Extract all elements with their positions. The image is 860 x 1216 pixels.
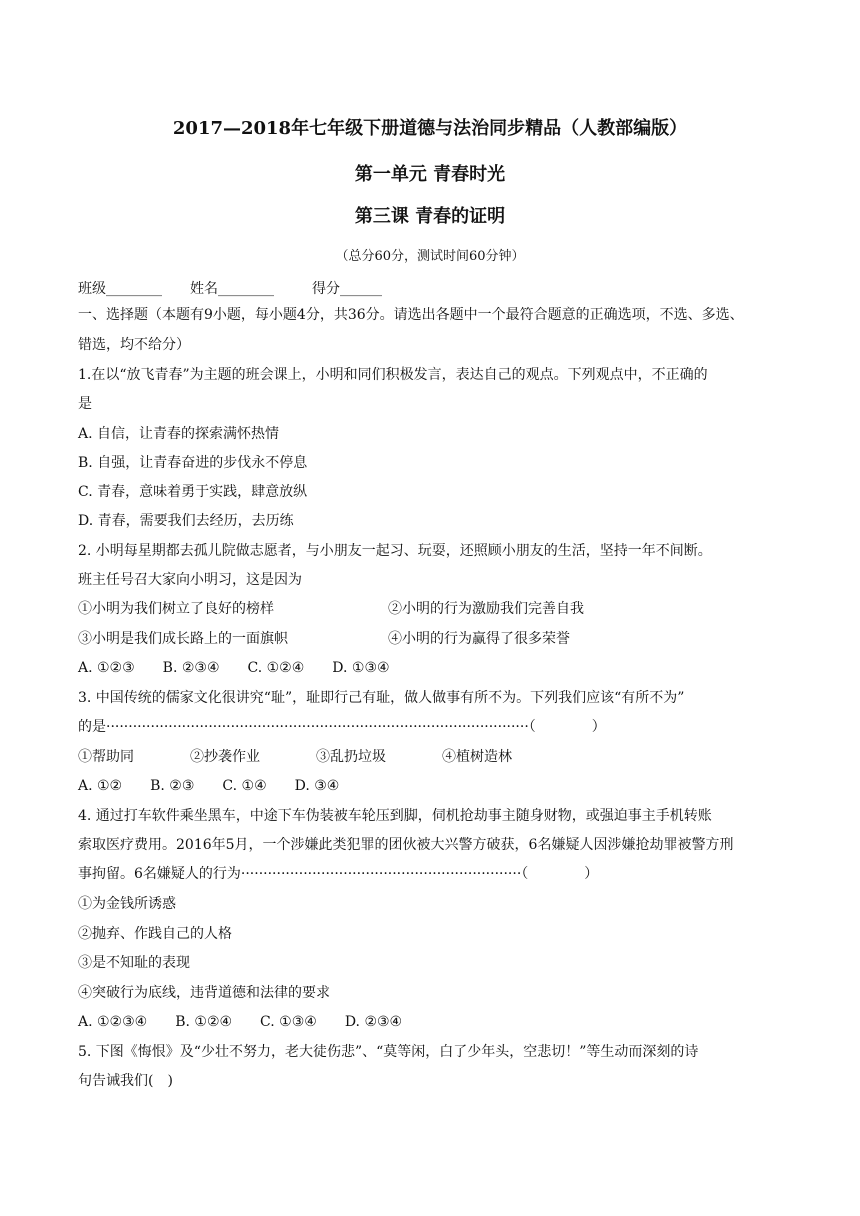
q2-statement-3: ③小明是我们成长路上的一面旗帜 [78,631,288,647]
student-info-row [78,279,382,299]
q4-statement-2: ②抛弃、作践自己的人格 [78,926,232,942]
q2-statement-1: ①小明为我们树立了良好的榜样 [78,601,274,617]
lesson-title: 第三课 青春的证明 [354,206,506,227]
section-heading-line-2: 错选，均不给分） [78,337,190,353]
q3-choices: A. ①② B. ②③ C. ①④ D. ③④ [78,778,340,794]
q4-statement-4: ④突破行为底线，违背道德和法律的要求 [78,985,330,1001]
q3-stem-line-2: 的是·······························································································（ ） [78,719,606,735]
section-heading-line-1: 一、选择题（本题有9小题，每小题4分，共36分。请选出各题中一个最符合题意的正确选项，不选、多选、 [78,307,744,323]
q5-stem-line-1: 5. 下图《悔恨》及“少壮不努力，老大徒伤悲”、“莫等闲，白了少年头，空悲切！”等生动而深刻的诗 [78,1044,699,1060]
q2-stem-line-1: 2. 小明每星期都去孤儿院做志愿者，与小朋友一起习、玩耍，还照顾小朋友的生活，坚持一年不间断。 [78,543,712,559]
unit-title: 第一单元 青春时光 [354,164,506,185]
q4-stem-line-1: 4. 通过打车软件乘坐黑车，中途下车伪装被车轮压到脚，伺机抢劫事主随身财物，或强迫事主手机转账 [78,808,712,824]
q5-stem-line-2: 句告诫我们( ) [78,1073,173,1089]
q4-stem-line-2: 索取医疗费用。2016年5月，一个涉嫌此类犯罪的团伙被大兴警方破获，6名嫌疑人因涉嫌抢劫罪被警方刑 [78,837,734,853]
q1-option-d: D. 青春，需要我们去经历，去历练 [78,513,294,529]
q1-stem-line-1: 1.在以“放飞青春”为主题的班会课上，小明和同们积极发言，表达自己的观点。下列观点中，不正确的 [78,367,708,383]
score-field: 得分______ [312,281,382,297]
q4-statement-1: ①为金钱所诱惑 [78,896,176,912]
q2-choices: A. ①②③ B. ②③④ C. ①②④ D. ①③④ [78,660,390,676]
q2-stem-line-2: 班主任号召大家向小明习，这是因为 [78,572,302,588]
q1-stem-line-2: 是 [78,396,92,412]
name-field: 姓名________ [190,281,274,297]
q4-stem-line-3: 事拘留。6名嫌疑人的行为·······························································（ ） [78,866,599,882]
q3-statements: ①帮助同 ②抄袭作业 ③乱扔垃圾 ④植树造林 [78,749,512,765]
document-title: 2017—2018年七年级下册道德与法治同步精品（人教部编版） [172,118,688,139]
q1-option-a: A. 自信，让青春的探索满怀热情 [78,426,280,442]
score-note: （总分60分，测试时间60分钟） [335,249,525,264]
q2-statement-2: ②小明的行为激励我们完善自我 [388,601,584,617]
q2-statement-4: ④小明的行为赢得了很多荣誉 [388,631,570,647]
q4-choices: A. ①②③④ B. ①②④ C. ①③④ D. ②③④ [78,1014,403,1030]
q3-stem-line-1: 3. 中国传统的儒家文化很讲究“耻”，耻即行己有耻，做人做事有所不为。下列我们应该“有所不为” [78,690,685,706]
q4-statement-3: ③是不知耻的表现 [78,955,190,971]
q1-option-b: B. 自强，让青春奋进的步伐永不停息 [78,455,308,471]
q1-option-c: C. 青春，意味着勇于实践，肆意放纵 [78,484,308,500]
class-field: 班级________ [78,281,162,297]
